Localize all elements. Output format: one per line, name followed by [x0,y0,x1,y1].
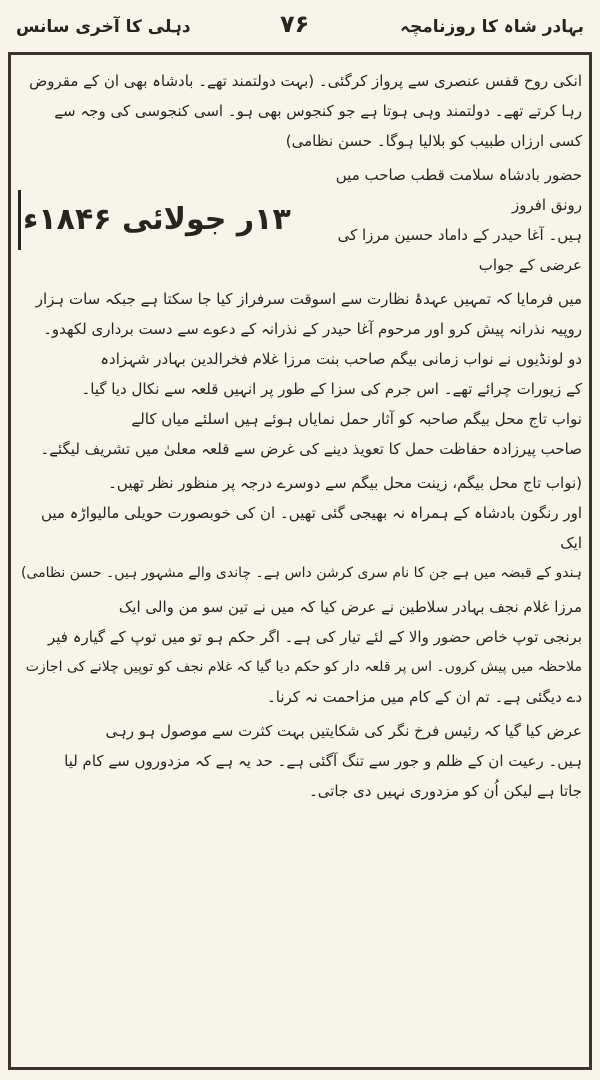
text-line: نواب تاج محل بیگم صاحبہ کو آثار حمل نمایاں ہوئے ہیں اسلئے میاں کالے [131,410,582,428]
text-line: اور رنگون بادشاہ کے ہمراہ نہ بھیجی گئی تھیں۔ ان کی خوبصورت حویلی مالیواڑہ میں ایک [40,504,582,552]
text-line: صاحب پیرزادہ حفاظت حمل کا تعویذ دینے کی غرض سے قلعہ معلیٰ میں تشریف لیگئے۔ [40,440,582,458]
text-line: کے زیورات چرائے تھے۔ اس جرم کی سزا کے طور پر انہیں قلعہ سے نکال دیا گیا۔ [81,380,582,398]
paragraph-4 [18,592,582,712]
text-line: کسی ارزاں طبیب کو بلالیا ہوگا۔ حسن نظامی) [285,132,582,150]
dated-entry-heading [18,160,582,280]
text-line: مرزا غلام نجف بہادر سلاطین نے عرض کیا کہ میں نے تین سو من والی ایک [118,598,582,616]
text-line: ملاحظہ میں پیش کروں۔ اس پر قلعہ دار کو حکم دیا گیا کہ غلام نجف کو توپیں چلانے کی اجازت [25,659,582,675]
text-line: جاتا ہے لیکن اُن کو مزدوری نہیں دی جاتی۔ [308,782,582,800]
text-line: حضور بادشاہ سلامت قطب صاحب میں رونق افروز [335,166,582,214]
paragraph-5 [18,716,582,806]
paragraph-3 [18,468,582,588]
text-line: دے دیگئی ہے۔ تم ان کے کام میں مزاحمت نہ کرنا۔ [267,688,582,706]
page-number: ۷۶ [280,10,310,38]
book-title: بہادر شاہ کا روزنامچہ [400,17,584,37]
text-line: دو لونڈیوں نے نواب زمانی بیگم صاحب بنت مرزا غلام فخرالدین بہادر شہزادہ [100,350,582,368]
paragraph-2 [18,284,582,464]
text-line: ہیں۔ رعیت ان کے ظلم و جور سے تنگ آگئی ہے۔ حد یہ ہے کہ مزدوروں سے کام لیا [64,752,582,770]
text-line: عرض کیا گیا کہ رئیس فرخ نگر کی شکایتیں بہت کثرت سے موصول ہو رہی [105,722,582,740]
text-line: ہندو کے قبضہ میں ہے جن کا نام سری کرشن داس ہے۔ چاندی والے مشہور ہیں۔ حسن نظامی) [21,565,582,581]
entry-date: ۱۳ر جولائی ۱۸۴۶ء [18,190,297,250]
text-line: ہیں۔ آغا حیدر کے داماد حسین مرزا کی عرضی کے جواب [337,226,582,274]
text-line: میں فرمایا کہ تمہیں عہدۂ نظارت سے اسوقت سرفراز کیا جا سکتا ہے جبکہ سات ہزار [35,290,582,308]
page-header [10,8,590,48]
text-line: انکی روح قفس عنصری سے پرواز کرگئی۔ (بہت دولتمند تھے۔ بادشاہ بھی ان کے مقروض [29,72,582,90]
text-line: برنجی توپ خاص حضور والا کے لئے تیار کی ہے۔ اگر حکم ہو تو میں توپ کے گیارہ فیر [47,628,582,646]
text-line: رہا کرتے تھے۔ دولتمند وہی ہوتا ہے جو کنجوس بھی ہو۔ اسی کنجوسی کی وجہ سے [54,102,582,120]
text-line: (نواب تاج محل بیگم، زینت محل بیگم سے دوسرے درجہ پر منظور نظر تھیں۔ [108,474,582,492]
text-line: روپیہ نذرانہ پیش کرو اور مرحوم آغا حیدر کے نذرانہ کے دعوے سے دست برداری لکھدو۔ [43,320,582,338]
paragraph-1 [18,66,582,156]
date-side-text [301,160,582,280]
page-body [18,66,582,1060]
chapter-title: دہلی کا آخری سانس [16,17,191,37]
